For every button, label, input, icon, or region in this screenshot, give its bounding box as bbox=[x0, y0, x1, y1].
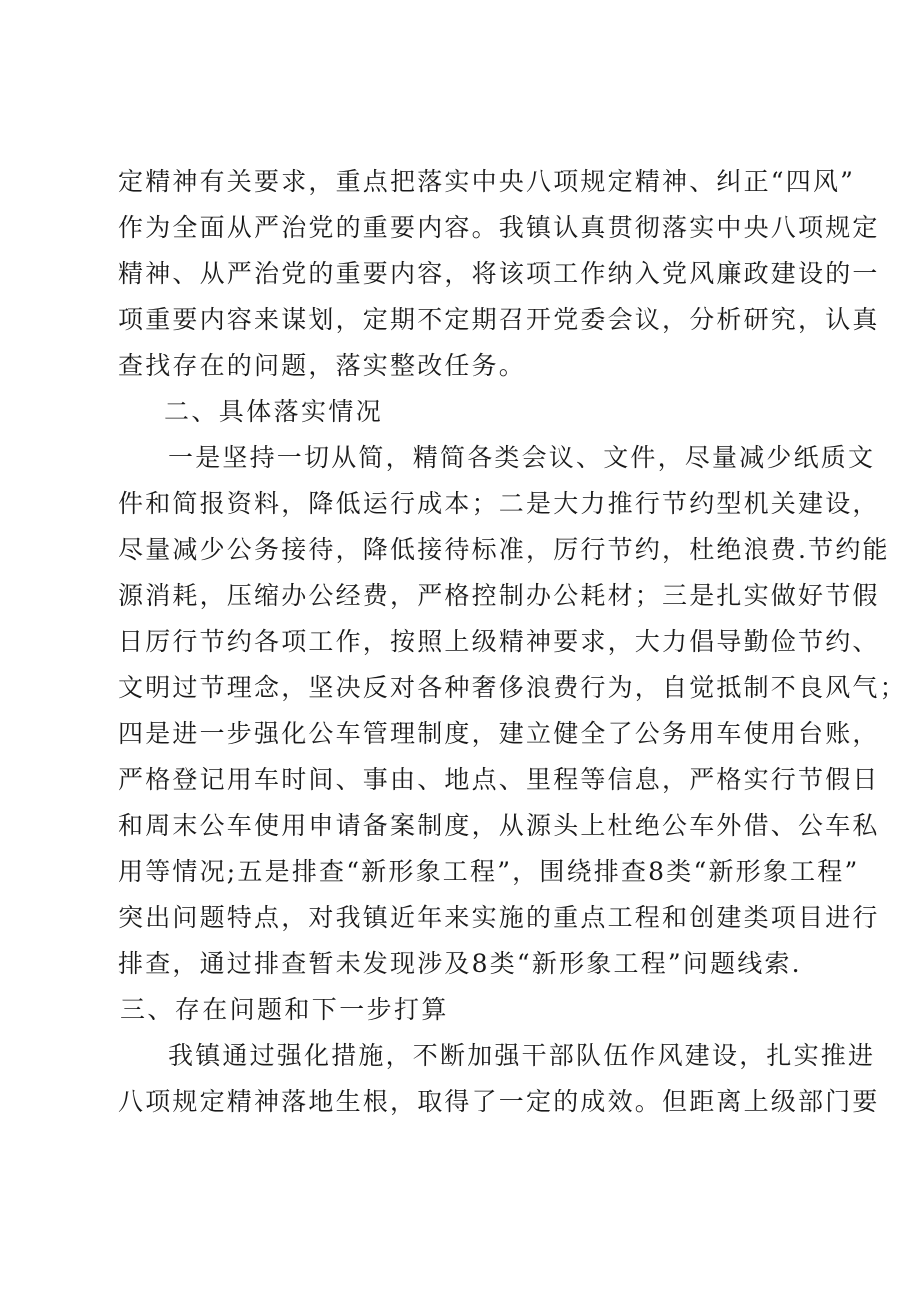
paragraph-line: 作为全面从严治党的重要内容。我镇认真贯彻落实中央八项规定 bbox=[118, 213, 880, 242]
paragraph-line: 件和简报资料，降低运行成本；二是大力推行节约型机关建设， bbox=[118, 489, 880, 518]
paragraph-line: 用等情况;五是排查“新形象工程”，围绕排查8类“新形象工程” bbox=[118, 857, 860, 886]
paragraph-line: 排查，通过排查暂未发现涉及8类“新形象工程”问题线索. bbox=[118, 949, 802, 978]
paragraph-line: 查找存在的问题，落实整改任务。 bbox=[118, 351, 527, 380]
paragraph-line: 我镇通过强化措施，不断加强干部队伍作风建设，扎实推进 bbox=[168, 1041, 876, 1070]
paragraph-line: 严格登记用车时间、事由、地点、里程等信息，严格实行节假日 bbox=[118, 765, 880, 794]
paragraph-line: 尽量减少公务接待，降低接待标准，厉行节约，杜绝浪费.节约能 bbox=[118, 535, 890, 564]
paragraph-line: 日厉行节约各项工作，按照上级精神要求，大力倡导勤俭节约、 bbox=[118, 627, 880, 656]
paragraph-line: 一是坚持一切从简，精简各类会议、文件，尽量减少纸质文 bbox=[168, 443, 876, 472]
paragraph-line: 文明过节理念，坚决反对各种奢侈浪费行为，自觉抵制不良风气； bbox=[118, 673, 907, 702]
paragraph-line: 突出问题特点，对我镇近年来实施的重点工程和创建类项目进行 bbox=[118, 903, 880, 932]
paragraph-line: 八项规定精神落地生根，取得了一定的成效。但距离上级部门要 bbox=[118, 1087, 880, 1116]
paragraph-line: 源消耗，压缩办公经费，严格控制办公耗材；三是扎实做好节假 bbox=[118, 581, 880, 610]
paragraph-line: 定精神有关要求，重点把落实中央八项规定精神、纠正“四风” bbox=[118, 167, 856, 196]
paragraph-line: 和周末公车使用申请备案制度，从源头上杜绝公车外借、公车私 bbox=[118, 811, 880, 840]
section-heading-2: 二、具体落实情况 bbox=[164, 397, 384, 426]
paragraph-line: 项重要内容来谋划，定期不定期召开党委会议，分析研究，认真 bbox=[118, 305, 880, 334]
section-heading-3: 三、存在问题和下一步打算 bbox=[120, 995, 449, 1024]
paragraph-line: 精神、从严治党的重要内容，将该项工作纳入党风廉政建设的一 bbox=[118, 259, 880, 288]
paragraph-line: 四是进一步强化公车管理制度，建立健全了公务用车使用台账， bbox=[118, 719, 880, 748]
